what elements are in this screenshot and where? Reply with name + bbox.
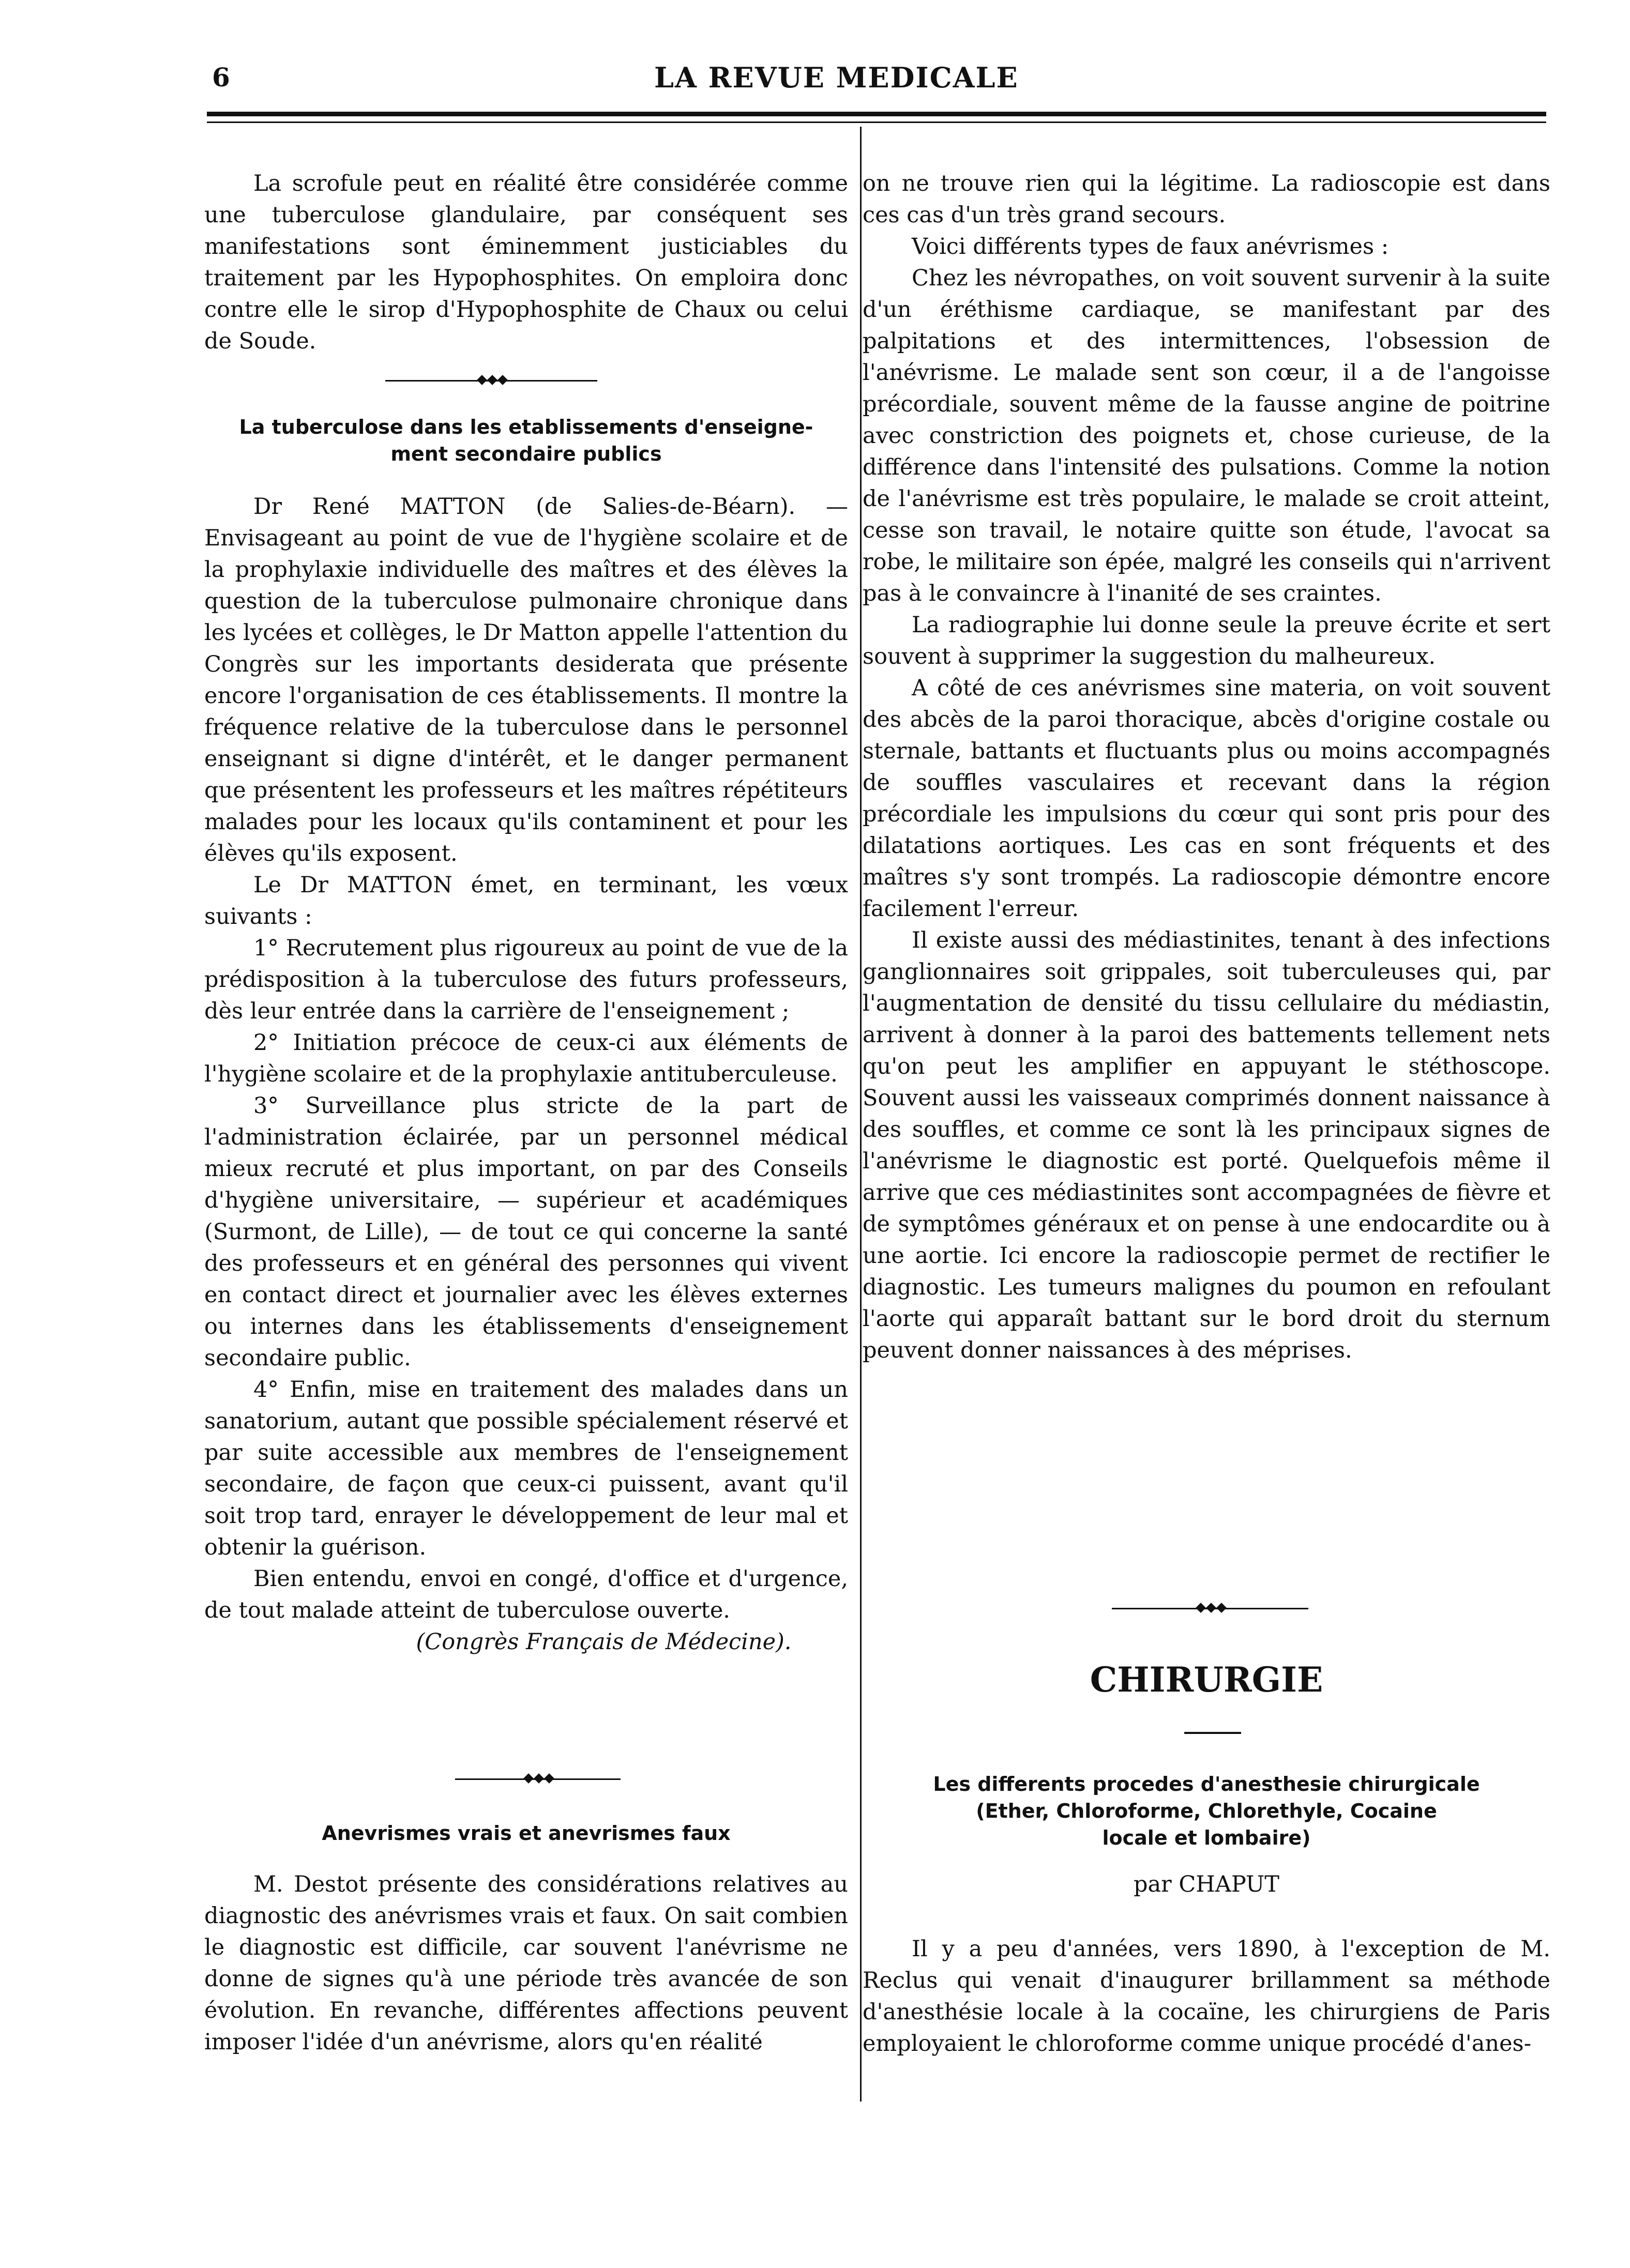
byline-author: CHAPUT [1179,1871,1279,1897]
tuberculose-p2: Le Dr MATTON émet, en terminant, les vœux suivants : [204,872,848,930]
nevropathes-paragraph: Chez les névropathes, on voit souvent survenir à la suite d'un éréthisme cardiaque, se manifestant par des palpitations et des intermittences, l'obsession de l'anévrisme. Le malade sent son cœur, il a de l'angoisse précordiale, souvent même de la fausse angine de poitrine avec constriction des poignets et, chose curieuse, de la différence dans l'intensité des pulsations. Comme la notion de l'anévrisme est très populaire, le malade se croit atteint, cesse son travail, le notaire quitte son étude, l'avocat sa robe, le militaire son épée, malgré les conseils qui n'arrivent pas à le convaincre à l'inanité de ses craintes. [863,265,1550,606]
voeu-4: 4° Enfin, mise en traitement des malades dans un sanatorium, autant que possible spécialement réservé et par suite accessible aux membres de l'enseignement secondaire, de façon que ceux-ci puissent, avant qu'il soit trop tard, enrayer le développement de leur mal et obtenir la guérison. [204,1377,848,1560]
scrofule-paragraph: La scrofule peut en réalité être considérée comme une tuberculose glandulaire, par conséquent ses manifestations sont éminemment justiciables du traitement par les Hypophosphites. On emploira donc contre elle le sirop d'Hypophosphite de Chaux ou celui de Soude. [204,171,848,354]
page-number: 6 [212,62,230,93]
conge-paragraph: Bien entendu, envoi en congé, d'office et d'urgence, de tout malade atteint de tuberculose ouverte. [204,1566,848,1623]
anesthesie-heading [863,1771,1550,1851]
header-rule-thin [207,121,1546,123]
tuberculose-heading-line2: ment secondaire publics [390,443,662,465]
voeu-2: 2° Initiation précoce de ceux-ci aux éléments de l'hygiène scolaire et de la prophylaxie antituberculeuse. [204,1030,848,1087]
chirurgie-rule [1184,1732,1241,1734]
anesthesie-heading-line1: Les differents procedes d'anesthesie chirurgicale [933,1773,1480,1795]
section-separator [1112,1608,1308,1609]
tuberculose-heading-line1: La tuberculose dans les etablissements d'enseigne- [239,416,813,438]
byline [863,1871,1550,1897]
anesthesie-p1: Il y a peu d'années, vers 1890, à l'exception de M. Reclus qui venait d'inaugurer brillamment sa méthode d'anesthésie locale à la cocaïne, les chirurgiens de Paris employaient le chloroforme comme unique procédé d'anes- [863,1936,1550,2057]
anevrismes-article [204,1869,848,2058]
anevrismes-continuation: on ne trouve rien qui la légitime. La radioscopie est dans ces cas d'un très grand secours. [863,171,1550,228]
sine-materia-paragraph: A côté de ces anévrismes sine materia, on voit souvent des abcès de la paroi thoracique, abcès d'origine costale ou sternale, battants et fluctuants plus ou moins accompagnés de souffles vasculaires et recevant dans la région précordiale les impulsions du cœur qui sont pris pour des dilatations aortiques. Les cas en sont fréquents et des maîtres s'y sont trompés. La radioscopie démontre encore facilement l'erreur. [863,675,1550,922]
mediastinites-paragraph: Il existe aussi des médiastinites, tenant à des infections ganglionnaires soit grippales, soit tuberculeuses qui, par l'augmentation de densité du tissu cellulaire du médiastin, arrivent à donner à la paroi des battements tellement nets qu'on peut les amplifier en appuyant le stéthoscope. Souvent aussi les vaisseaux comprimés donnent naissance à des souffles, et comme ce sont là les principaux signes de l'anévrisme le diagnostic est porté. Quelquefois même il arrive que ces médiastinites sont accompagnées de fièvre et de symptômes généraux et on pense à une endocardite ou à une aortie. Ici encore la radioscopie permet de rectifier le diagnostic. Les tumeurs malignes du poumon en refoulant l'aorte qui apparaît battant sur le bord droit du sternum peuvent donner naissances à des méprises. [863,927,1550,1363]
anevrismes-heading: Anevrismes vrais et anevrismes faux [322,1822,731,1845]
source-citation: (Congrès Français de Médecine). [416,1629,792,1655]
header-rule-thick [207,112,1546,116]
section-separator [385,380,597,382]
section-separator [455,1778,621,1780]
chirurgie-title: CHIRURGIE [1090,1660,1323,1700]
byline-par: par [1134,1871,1172,1897]
right-column [863,168,1550,1366]
journal-title: LA REVUE MEDICALE [654,61,1019,94]
anesthesie-article [863,1934,1550,2060]
types-intro: Voici différents types de faux anévrismes : [912,234,1389,260]
anesthesie-heading-line2: (Ether, Chloroforme, Chlorethyle, Cocaine [976,1800,1437,1822]
tuberculose-p1: Dr René MATTON (de Salies-de-Béarn). — Envisageant au point de vue de l'hygiène scolaire et de la prophylaxie individuelle des maîtres et des élèves la question de la tuberculose pulmonaire chronique dans les lycées et collèges, le Dr Matton appelle l'attention du Congrès sur les importants desiderata que présente encore l'organisation de ces établissements. Il montre la fréquence relative de la tuberculose dans le personnel enseignant si digne d'intérêt, et le danger permanent que présentent les professeurs et les maîtres répétiteurs malades pour les locaux qu'ils contaminent et pour les élèves qu'ils exposent. [204,494,848,866]
radiographie-paragraph: La radiographie lui donne seule la preuve écrite et sert souvent à supprimer la suggestion du malheureux. [863,612,1550,669]
voeu-1: 1° Recrutement plus rigoureux au point de vue de la prédisposition à la tuberculose des futurs professeurs, dès leur entrée dans la carrière de l'enseignement ; [204,935,848,1024]
tuberculose-heading [204,414,848,467]
anevrismes-p1: M. Destot présente des considérations relatives au diagnostic des anévrismes vrais et faux. On sait combien le diagnostic est difficile, car souvent l'anévrisme ne donne de signes qu'à une période très avancée de son évolution. En revanche, différentes affections peuvent imposer l'idée d'un anévrisme, alors qu'en réalité [204,1871,848,2055]
column-divider [860,127,862,2102]
voeu-3: 3° Surveillance plus stricte de la part de l'administration éclairée, par un personnel médical mieux recruté et plus important, on par des Conseils d'hygiène universitaire, — supérieur et académiques (Surmont, de Lille), — de tout ce qui concerne la santé des professeurs et en général des personnes qui vivent en contact direct et journalier avec les élèves externes ou internes dans les établissements d'enseignement secondaire public. [204,1093,848,1371]
tuberculose-article [204,491,848,1658]
anesthesie-heading-line3: locale et lombaire) [1102,1826,1311,1849]
left-column [204,168,848,357]
